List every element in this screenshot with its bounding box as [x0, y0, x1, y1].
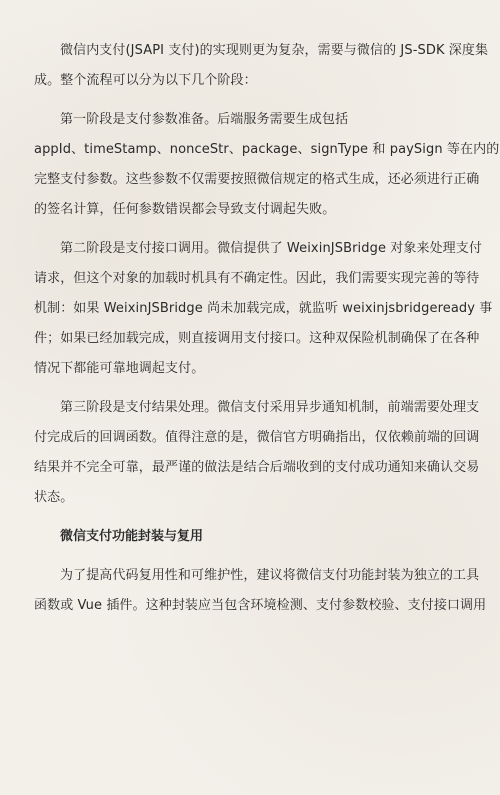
- paragraph-stage-three: [34, 393, 480, 513]
- text-line: 件；如果已经加载完成，则直接调用支付接口。这种双保险机制确保了在各种: [34, 331, 480, 346]
- paragraph-stage-two: [34, 234, 493, 384]
- text-line: 第一阶段是支付参数准备。后端服务需要生成包括: [60, 112, 349, 127]
- text-line: 状态。: [34, 490, 74, 505]
- paragraph-stage-one: [34, 105, 500, 225]
- text-line: 情况下都能可靠地调起支付。: [34, 361, 205, 376]
- text-line: 机制：如果 WeixinJSBridge 尚未加载完成，就监听 weixinjsbridgeready 事: [34, 301, 493, 316]
- text-line: 函数或 Vue 插件。这种封装应当包含环境检测、支付参数校验、支付接口调用: [34, 598, 487, 613]
- text-line: 第二阶段是支付接口调用。微信提供了 WeixinJSBridge 对象来处理支付: [60, 241, 482, 256]
- text-line: 付完成后的回调函数。值得注意的是，微信官方明确指出，仅依赖前端的回调: [34, 430, 480, 445]
- text-line: 的签名计算，任何参数错误都会导致支付调起失败。: [34, 202, 336, 217]
- text-line: 完整支付参数。这些参数不仅需要按照微信规定的格式生成，还必须进行正确: [34, 172, 480, 187]
- text-line: 成。整个流程可以分为以下几个阶段：: [34, 73, 257, 88]
- text-line: 为了提高代码复用性和可维护性，建议将微信支付功能封装为独立的工具: [60, 568, 480, 583]
- text-line: 结果并不完全可靠，最严谨的做法是结合后端收到的支付成功通知来确认交易: [34, 460, 480, 475]
- text-line: 请求，但这个对象的加载时机具有不确定性。因此，我们需要实现完善的等待: [34, 271, 480, 286]
- section-heading: 微信支付功能封装与复用: [60, 529, 204, 544]
- text-line: 微信内支付(JSAPI 支付)的实现则更为复杂，需要与微信的 JS-SDK 深度集: [60, 43, 489, 58]
- paragraph-intro: [34, 36, 489, 96]
- text-line: appId、timeStamp、nonceStr、package、signType 和 paySign 等在内的: [34, 142, 500, 157]
- text-line: 第三阶段是支付结果处理。微信支付采用异步通知机制，前端需要处理支: [60, 400, 480, 415]
- paragraph-encapsulation: [34, 561, 487, 621]
